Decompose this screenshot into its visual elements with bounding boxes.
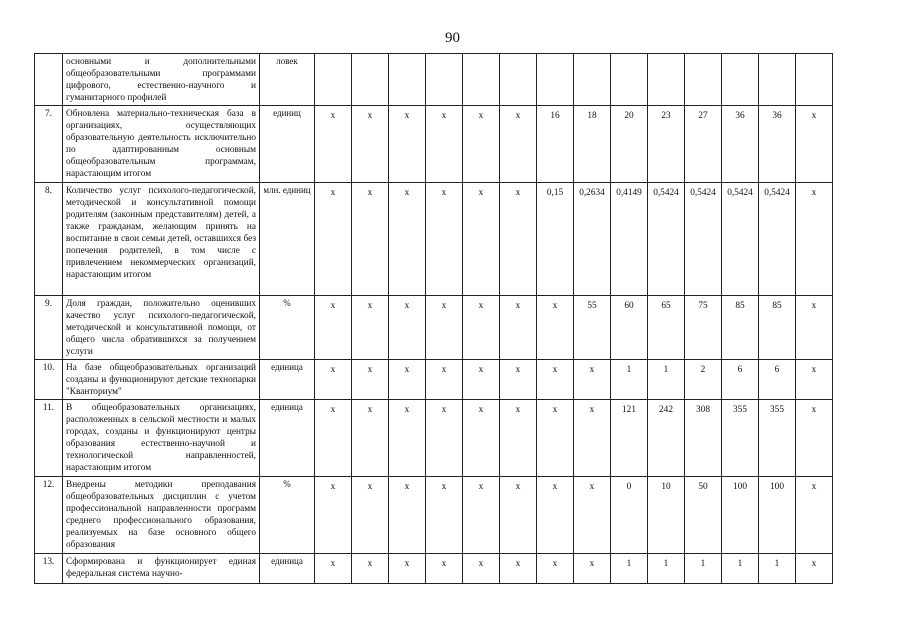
value-cell: 355 <box>759 400 796 477</box>
value-cell: x <box>574 400 611 477</box>
value-cell: x <box>796 477 833 554</box>
value-cell: 100 <box>722 477 759 554</box>
value-cell: x <box>389 360 426 400</box>
value-cell: 36 <box>759 106 796 183</box>
value-cell: x <box>352 183 389 296</box>
value-cell: x <box>500 183 537 296</box>
value-cell: x <box>537 296 574 360</box>
value-cell: x <box>574 554 611 584</box>
value-cell: 10 <box>648 477 685 554</box>
value-cell: 0,2634 <box>574 183 611 296</box>
value-cell: 0,5424 <box>648 183 685 296</box>
value-cell: x <box>315 183 352 296</box>
value-cell <box>759 54 796 106</box>
value-cell: 60 <box>611 296 648 360</box>
unit-cell: единиц <box>260 106 315 183</box>
value-cell <box>685 54 722 106</box>
value-cell: x <box>463 360 500 400</box>
value-cell: 65 <box>648 296 685 360</box>
value-cell: x <box>426 554 463 584</box>
unit-cell: единица <box>260 400 315 477</box>
value-cell <box>611 54 648 106</box>
value-cell: 121 <box>611 400 648 477</box>
value-cell: x <box>389 554 426 584</box>
value-cell: x <box>352 360 389 400</box>
value-cell: x <box>315 296 352 360</box>
indicator-description-cell: Количество услуг психолого-педагогической, методической и консультативной помощи родителям (законным представителям) детей, а также гражданам, желающим принять на воспитание в свои семьи детей, оставшихся без попечения родителей, в том числе с привлечением некоммерческих организаций, нарастающим итогом <box>63 183 260 296</box>
value-cell: 2 <box>685 360 722 400</box>
value-cell: x <box>463 183 500 296</box>
value-cell: 0,15 <box>537 183 574 296</box>
indicator-description-cell: Внедрены методики преподавания общеобразовательных дисциплин с учетом профессиональной направленности программ среднего профессионального образования, реализуемых на базе основного общего образования <box>63 477 260 554</box>
value-cell: x <box>426 296 463 360</box>
value-cell: 18 <box>574 106 611 183</box>
unit-cell: % <box>260 296 315 360</box>
value-cell: x <box>500 296 537 360</box>
value-cell <box>315 54 352 106</box>
value-cell: x <box>537 554 574 584</box>
indicator-description-cell: Сформирована и функционирует единая федеральная система научно- <box>63 554 260 584</box>
value-cell <box>648 54 685 106</box>
unit-cell: % <box>260 477 315 554</box>
value-cell <box>500 54 537 106</box>
value-cell: x <box>352 477 389 554</box>
value-cell: 0,5424 <box>759 183 796 296</box>
value-cell: 1 <box>648 360 685 400</box>
row-number-cell: 7. <box>35 106 63 183</box>
value-cell: 23 <box>648 106 685 183</box>
value-cell: x <box>796 106 833 183</box>
indicator-description-cell: Обновлена материально-техническая база в организациях, осуществляющих образовательную деятельность исключительно по адаптированным основным общеобразовательным программам, нарастающим итогом <box>63 106 260 183</box>
value-cell: x <box>463 477 500 554</box>
value-cell: 50 <box>685 477 722 554</box>
indicator-description-cell: основными и дополнительными общеобразовательными программами цифрового, естественно-научного и гуманитарного профилей <box>63 54 260 106</box>
value-cell <box>796 54 833 106</box>
table-row <box>35 296 833 360</box>
row-number-cell: 11. <box>35 400 63 477</box>
row-number-cell: 10. <box>35 360 63 400</box>
value-cell: 85 <box>759 296 796 360</box>
indicator-description-cell: В общеобразовательных организациях, расположенных в сельской местности и малых городах, созданы и функционируют центры образования естественно-научной и технологической направленностей, нарастающим итогом <box>63 400 260 477</box>
value-cell: 1 <box>722 554 759 584</box>
value-cell <box>352 54 389 106</box>
value-cell: x <box>500 106 537 183</box>
indicator-description-cell: На базе общеобразовательных организаций созданы и функционируют детские технопарки "Кванториум" <box>63 360 260 400</box>
value-cell: x <box>426 400 463 477</box>
row-number-cell: 12. <box>35 477 63 554</box>
table-row <box>35 106 833 183</box>
value-cell: 20 <box>611 106 648 183</box>
value-cell: 55 <box>574 296 611 360</box>
value-cell: 16 <box>537 106 574 183</box>
value-cell: 6 <box>722 360 759 400</box>
value-cell: x <box>315 106 352 183</box>
page-number: 90 <box>445 30 460 46</box>
value-cell: x <box>389 106 426 183</box>
value-cell <box>722 54 759 106</box>
unit-cell: единица <box>260 554 315 584</box>
value-cell: 27 <box>685 106 722 183</box>
value-cell: x <box>426 106 463 183</box>
value-cell: 100 <box>759 477 796 554</box>
value-cell: x <box>352 296 389 360</box>
value-cell: x <box>500 360 537 400</box>
value-cell: x <box>796 400 833 477</box>
value-cell: x <box>426 360 463 400</box>
value-cell: x <box>463 106 500 183</box>
indicator-table <box>34 53 833 584</box>
value-cell: x <box>315 360 352 400</box>
row-number-cell: 13. <box>35 554 63 584</box>
value-cell: x <box>574 477 611 554</box>
table-row <box>35 477 833 554</box>
value-cell: x <box>315 554 352 584</box>
value-cell: 6 <box>759 360 796 400</box>
value-cell <box>389 54 426 106</box>
value-cell: x <box>574 360 611 400</box>
value-cell: 1 <box>759 554 796 584</box>
value-cell: x <box>389 183 426 296</box>
value-cell: 1 <box>611 554 648 584</box>
value-cell: x <box>315 477 352 554</box>
table-row <box>35 400 833 477</box>
table-row <box>35 360 833 400</box>
value-cell: 0 <box>611 477 648 554</box>
value-cell: x <box>463 296 500 360</box>
value-cell: x <box>796 296 833 360</box>
value-cell: 36 <box>722 106 759 183</box>
value-cell: x <box>315 400 352 477</box>
value-cell: x <box>426 477 463 554</box>
value-cell: x <box>463 554 500 584</box>
unit-cell: ловек <box>260 54 315 106</box>
value-cell: 0,5424 <box>685 183 722 296</box>
value-cell: x <box>352 400 389 477</box>
table-row <box>35 183 833 296</box>
value-cell: x <box>537 400 574 477</box>
table-row <box>35 54 833 106</box>
value-cell: x <box>500 477 537 554</box>
value-cell: x <box>389 400 426 477</box>
value-cell: x <box>389 296 426 360</box>
value-cell: x <box>796 360 833 400</box>
unit-cell: млн. единиц <box>260 183 315 296</box>
value-cell: x <box>389 477 426 554</box>
value-cell: x <box>426 183 463 296</box>
value-cell: x <box>352 554 389 584</box>
value-cell <box>537 54 574 106</box>
value-cell: 1 <box>648 554 685 584</box>
row-number-cell <box>35 54 63 106</box>
table-row <box>35 554 833 584</box>
value-cell: x <box>500 400 537 477</box>
indicator-description-cell: Доля граждан, положительно оценивших качество услуг психолого-педагогической, методической и консультативной помощи, от общего числа обратившихся за получением услуги <box>63 296 260 360</box>
row-number-cell: 9. <box>35 296 63 360</box>
value-cell <box>574 54 611 106</box>
value-cell: x <box>796 183 833 296</box>
value-cell: 85 <box>722 296 759 360</box>
value-cell: 0,5424 <box>722 183 759 296</box>
value-cell: 355 <box>722 400 759 477</box>
value-cell: 1 <box>685 554 722 584</box>
value-cell <box>463 54 500 106</box>
value-cell: x <box>537 477 574 554</box>
value-cell: 75 <box>685 296 722 360</box>
value-cell: 242 <box>648 400 685 477</box>
value-cell: x <box>796 554 833 584</box>
value-cell: x <box>352 106 389 183</box>
value-cell <box>426 54 463 106</box>
row-number-cell: 8. <box>35 183 63 296</box>
value-cell: 0,4149 <box>611 183 648 296</box>
value-cell: 308 <box>685 400 722 477</box>
unit-cell: единица <box>260 360 315 400</box>
value-cell: x <box>463 400 500 477</box>
value-cell: x <box>500 554 537 584</box>
value-cell: x <box>537 360 574 400</box>
value-cell: 1 <box>611 360 648 400</box>
